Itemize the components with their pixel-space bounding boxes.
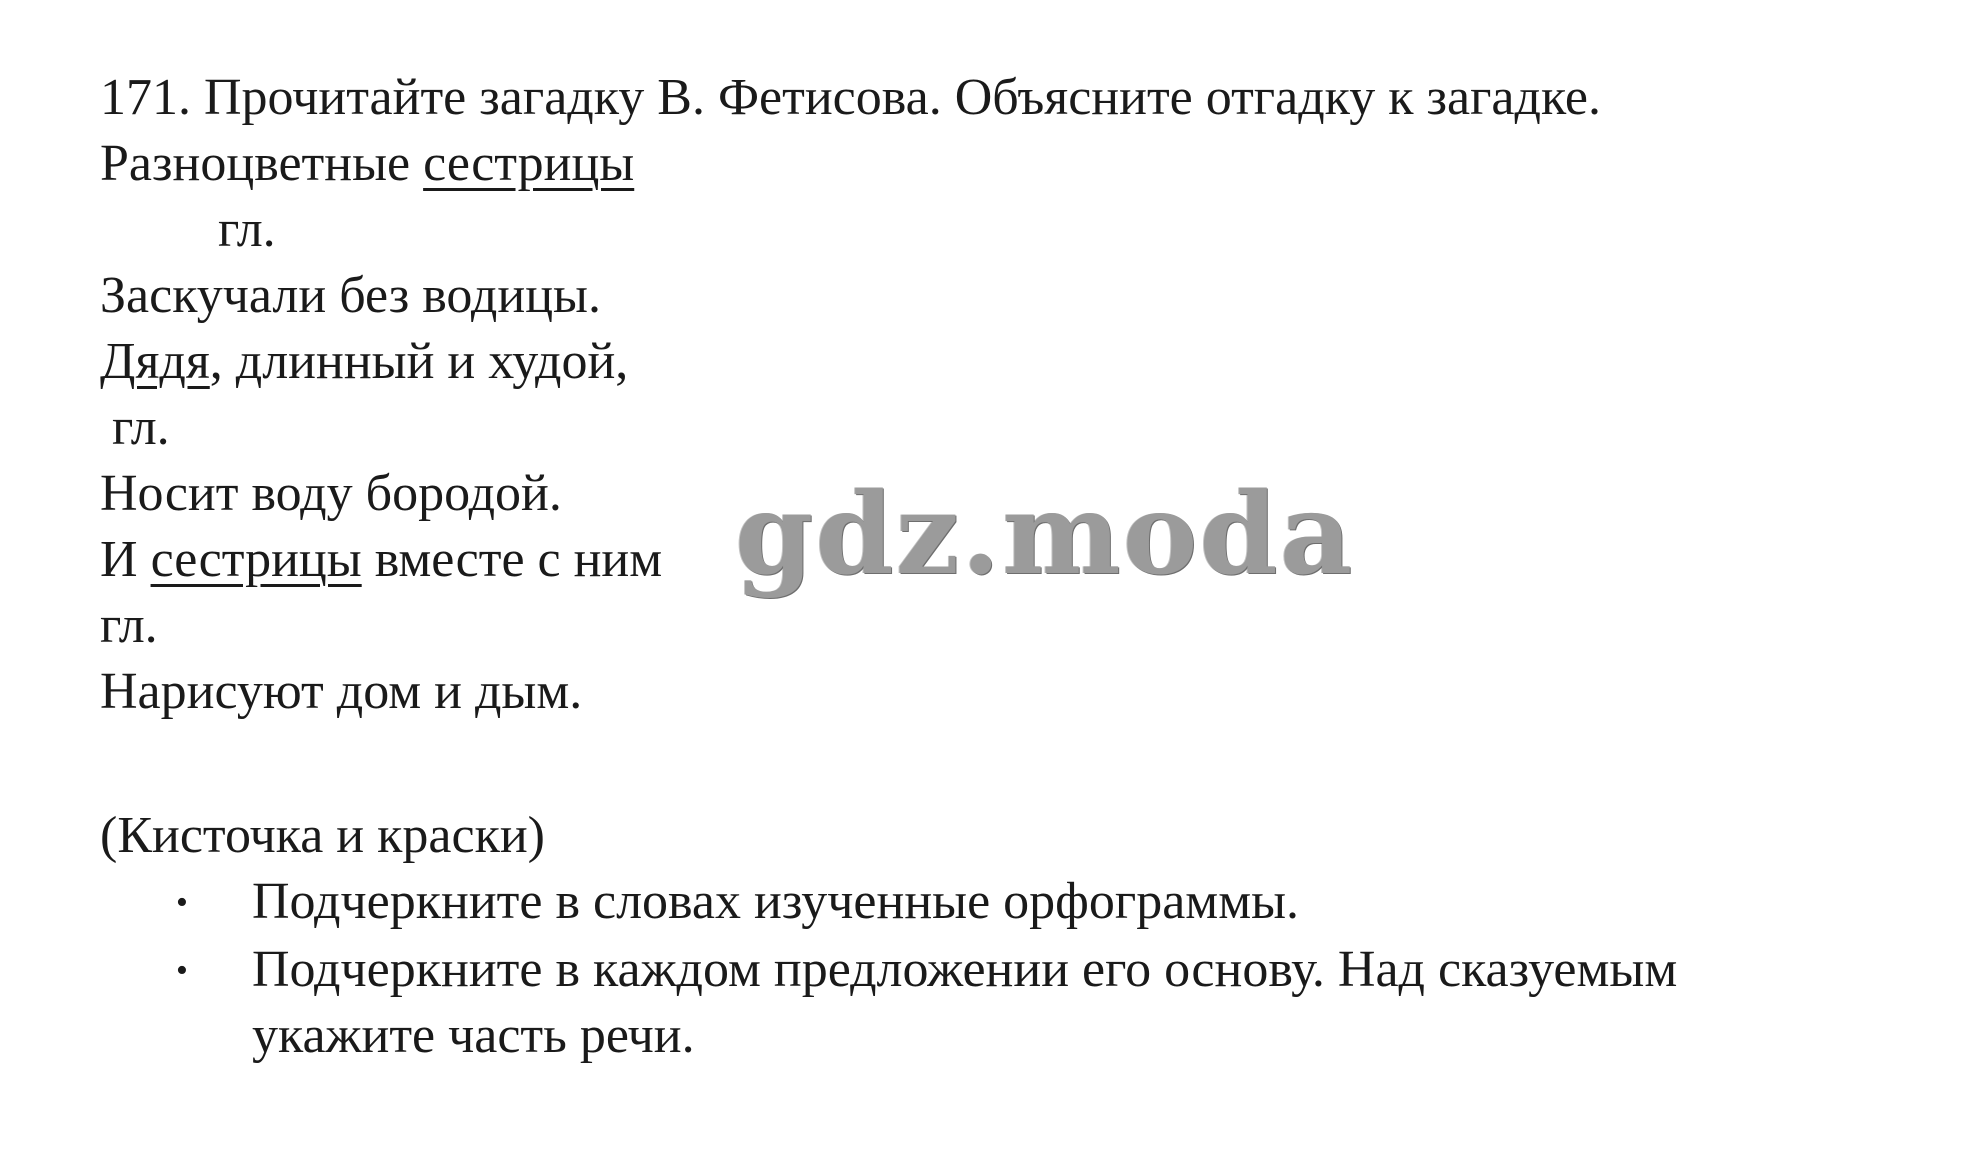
part-of-speech-note-2: гл. <box>112 399 170 456</box>
poem-line-1-text: Разноцветные <box>100 135 424 192</box>
bullet-1: • <box>176 884 188 921</box>
part-of-speech-note-1: гл. <box>218 201 276 258</box>
poem-line-5-subject: сестрицы <box>150 531 362 588</box>
poem-line-4: Носит воду бородой. <box>100 465 562 522</box>
bullet-2: • <box>176 952 188 989</box>
poem-line-1 <box>100 134 634 194</box>
poem-line-3 <box>100 332 628 392</box>
poem-line-3-subject: Дядя <box>100 333 210 390</box>
part-of-speech-note-3: гл. <box>100 597 158 654</box>
poem-line-3-text: , длинный и худой, <box>209 333 629 390</box>
poem-line-5-text-pre: И <box>100 531 151 588</box>
instruction-item-1: Подчеркните в словах изученные орфограммы. <box>252 873 1300 930</box>
instruction-item-2-line-2: укажите часть речи. <box>252 1007 695 1064</box>
poem-line-6: Нарисуют дом и дым. <box>100 663 583 720</box>
poem-line-1-subject: сестрицы <box>423 135 635 192</box>
poem-line-5-text-post: вместе с ним <box>361 531 663 588</box>
riddle-answer: (Кисточка и краски) <box>100 807 545 864</box>
poem-line-5 <box>100 530 662 590</box>
watermark-logo: gdz.moda <box>735 469 1355 600</box>
instruction-item-2-line-1: Подчеркните в каждом предложении его основу. Над сказуемым <box>252 941 1678 998</box>
poem-line-2: Заскучали без водицы. <box>100 267 601 324</box>
task-title: 171. Прочитайте загадку В. Фетисова. Объясните отгадку к загадке. <box>100 69 1601 126</box>
